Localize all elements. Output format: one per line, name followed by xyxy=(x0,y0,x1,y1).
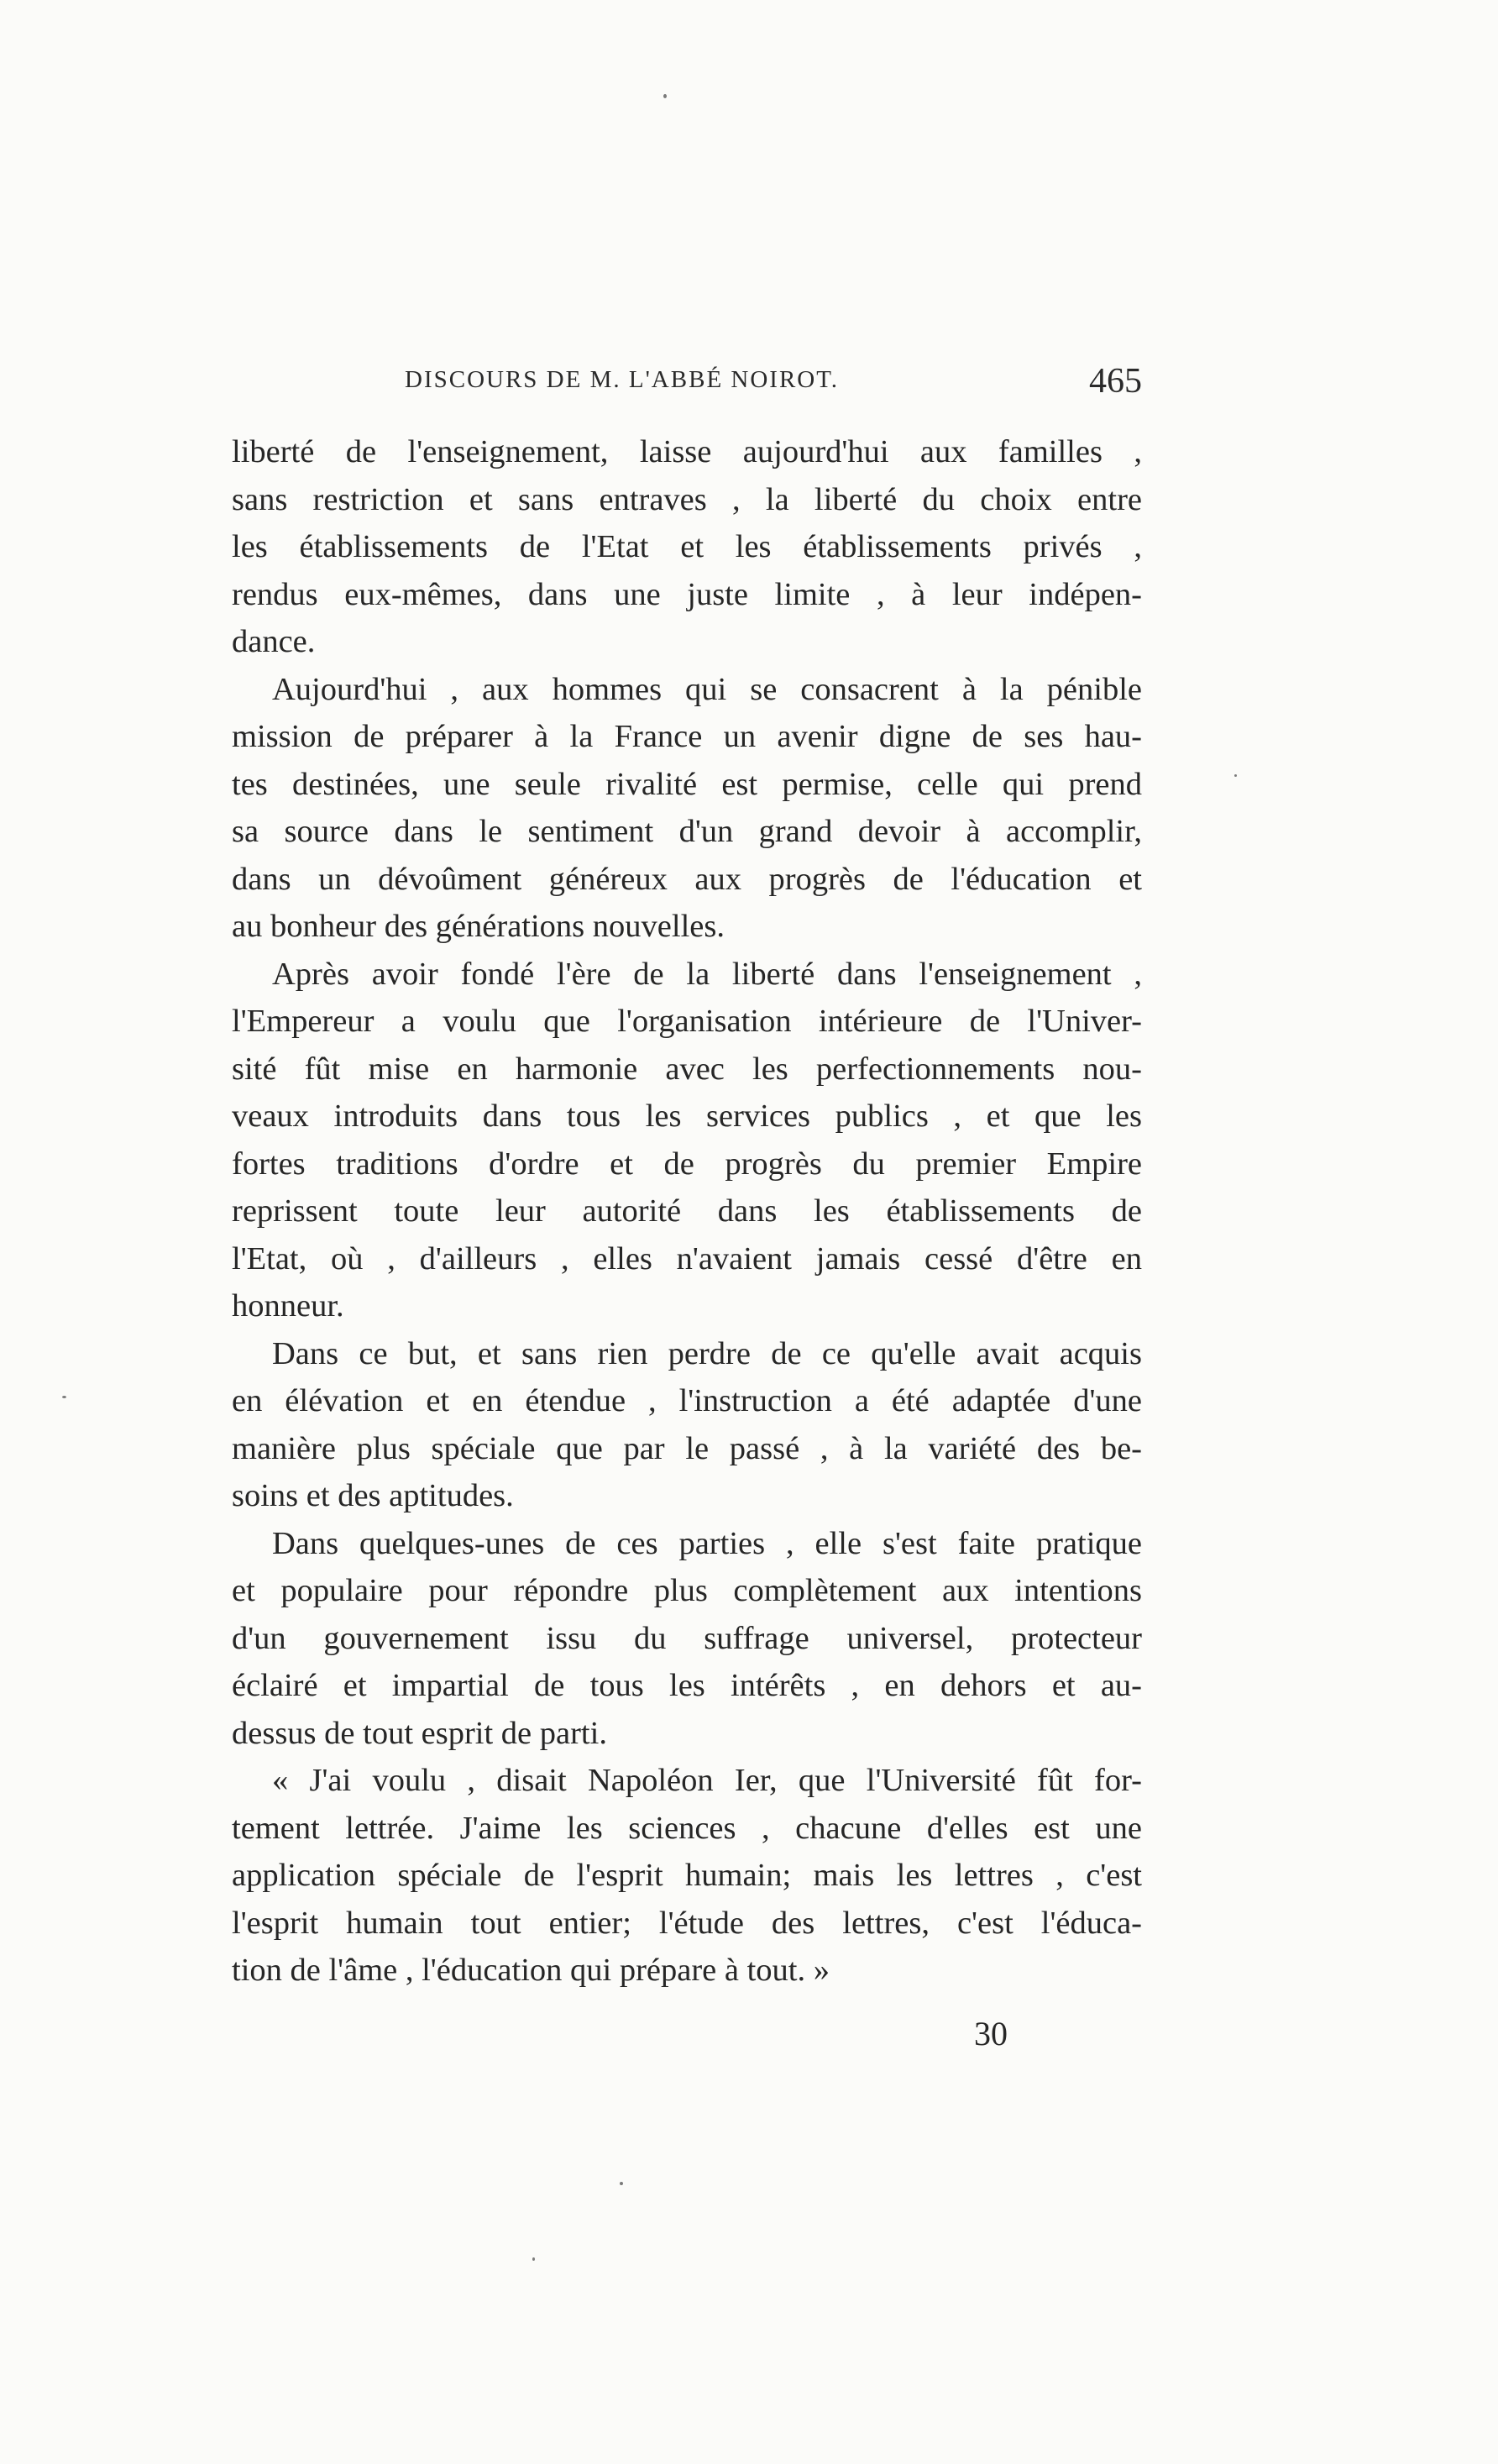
paper-speck xyxy=(62,1396,66,1398)
page-header xyxy=(232,362,1142,417)
text-line: Dans quelques-unes de ces parties , elle s'est faite pratique xyxy=(272,1525,1142,1561)
text-line: application spéciale de l'esprit humain; mais les lettres , c'est xyxy=(232,1858,1142,1893)
text-line: reprissent toute leur autorité dans les établissements de xyxy=(232,1193,1142,1229)
text-line: éclairé et impartial de tous les intérêts , en dehors et au- xyxy=(232,1668,1142,1703)
text-line: dans un dévoûment généreux aux progrès de l'éducation et xyxy=(232,861,1142,897)
text-line: dessus de tout esprit de parti. xyxy=(232,1715,607,1751)
text-line: l'esprit humain tout entier; l'étude des lettres, c'est l'éduca- xyxy=(232,1905,1142,1941)
paper-speck xyxy=(663,94,667,98)
body-text xyxy=(232,428,1142,1995)
text-line: tes destinées, une seule rivalité est permise, celle qui prend xyxy=(232,766,1142,802)
paper-speck xyxy=(620,2182,623,2185)
text-line: Dans ce but, et sans rien perdre de ce qu'elle avait acquis xyxy=(272,1335,1142,1371)
text-line: fortes traditions d'ordre et de progrès du premier Empire xyxy=(232,1145,1142,1182)
text-line: liberté de l'enseignement, laisse aujourd'hui aux familles , xyxy=(232,434,1142,469)
text-line: veaux introduits dans tous les services publics , et que les xyxy=(232,1098,1142,1134)
text-line: Aujourd'hui , aux hommes qui se consacrent à la pénible xyxy=(272,671,1142,707)
text-line: en élévation et en étendue , l'instruction a été adaptée d'une xyxy=(232,1383,1142,1418)
text-line: Après avoir fondé l'ère de la liberté dans l'enseignement , xyxy=(272,956,1142,992)
text-line: au bonheur des générations nouvelles. xyxy=(232,909,725,944)
text-line: soins et des aptitudes. xyxy=(232,1478,514,1513)
text-line: et populaire pour répondre plus complètement aux intentions xyxy=(232,1573,1142,1608)
text-line: tion de l'âme , l'éducation qui prépare à tout. » xyxy=(232,1953,830,1988)
text-line: l'Etat, où , d'ailleurs , elles n'avaient jamais cessé d'être en xyxy=(232,1240,1142,1277)
text-line: honneur. xyxy=(232,1288,344,1324)
text-line: rendus eux-mêmes, dans une juste limite , à leur indépen- xyxy=(232,576,1142,612)
paper-speck xyxy=(532,2257,535,2261)
running-title: DISCOURS DE M. L'ABBÉ NOIROT. xyxy=(405,366,840,393)
text-line: mission de préparer à la France un avenir digne de ses hau- xyxy=(232,719,1142,754)
text-line: les établissements de l'Etat et les établissements privés , xyxy=(232,529,1142,564)
text-line: d'un gouvernement issu du suffrage universel, protecteur xyxy=(232,1620,1142,1656)
text-line: manière plus spéciale que par le passé , à la variété des be- xyxy=(232,1430,1142,1466)
signature-mark: 30 xyxy=(974,2015,1008,2052)
text-line: tement lettrée. J'aime les sciences , chacune d'elles est une xyxy=(232,1810,1142,1846)
text-line: sans restriction et sans entraves , la liberté du choix entre xyxy=(232,481,1142,517)
text-line: dance. xyxy=(232,624,316,659)
text-line: sa source dans le sentiment d'un grand devoir à accomplir, xyxy=(232,814,1142,849)
text-line: l'Empereur a voulu que l'organisation intérieure de l'Univer- xyxy=(232,1004,1142,1039)
paper-speck xyxy=(1234,774,1237,777)
page-number: 465 xyxy=(1089,362,1142,401)
text-line: sité fût mise en harmonie avec les perfectionnements nou- xyxy=(232,1051,1142,1087)
text-line: « J'ai voulu , disait Napoléon Ier, que l'Université fût for- xyxy=(272,1763,1142,1798)
